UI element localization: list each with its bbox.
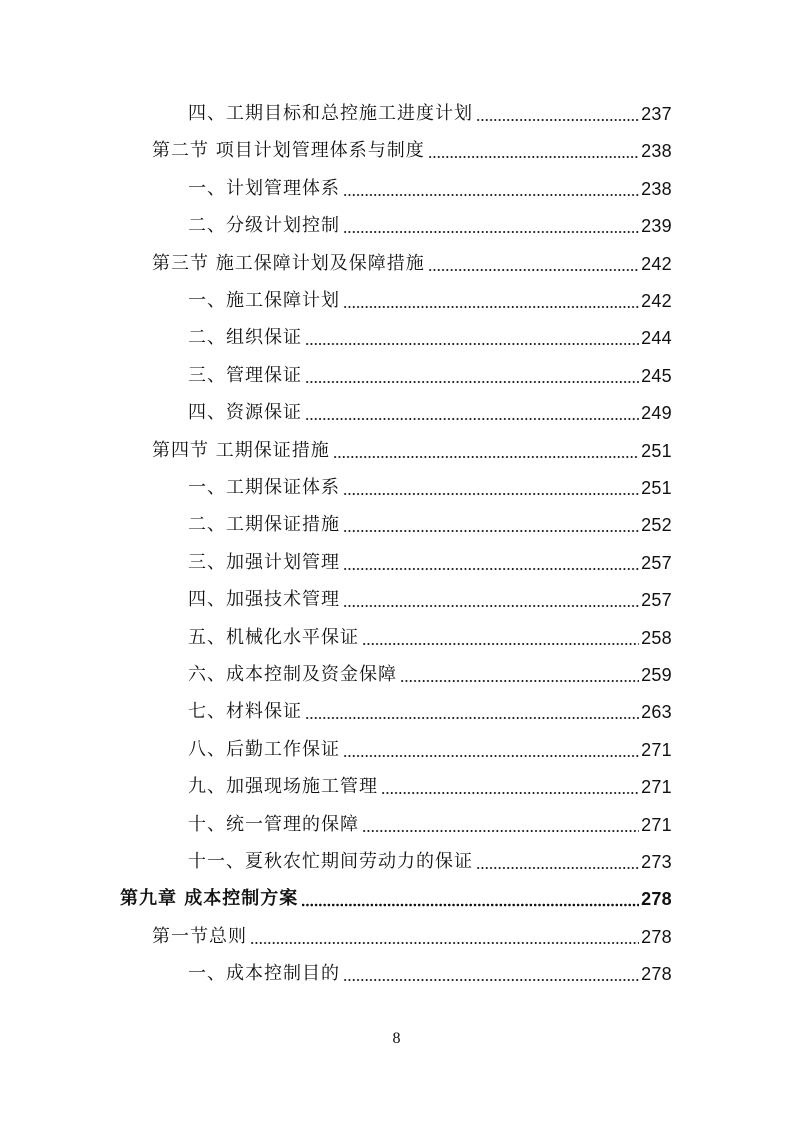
toc-entry-item[interactable]: [188, 212, 672, 240]
toc-entry-item[interactable]: [188, 324, 672, 352]
dot-leader: [428, 264, 639, 272]
toc-entry-page-number: 278: [641, 927, 672, 947]
toc-entry-page-number: 278: [641, 889, 672, 909]
toc-entry-page-number: 245: [641, 366, 672, 386]
toc-entry-title: 十一、夏秋农忙期间劳动力的保证: [188, 851, 473, 872]
dot-leader: [343, 600, 639, 608]
dot-leader: [343, 563, 639, 571]
toc-entry-page-number: 249: [641, 403, 672, 423]
dot-leader: [343, 974, 639, 982]
toc-entry-section[interactable]: [152, 250, 672, 278]
toc-entry-title: 五、机械化水平保证: [188, 627, 359, 648]
toc-entry-page-number: 258: [641, 628, 672, 648]
dot-leader: [333, 451, 639, 459]
page-number: 8: [392, 1030, 401, 1047]
toc-entry-item[interactable]: [188, 549, 672, 577]
toc-entry-page-number: 271: [641, 777, 672, 797]
toc-entry-page-number: 238: [641, 179, 672, 199]
toc-entry-page-number: 257: [641, 553, 672, 573]
toc-entry-title: 一、计划管理体系: [188, 178, 340, 199]
dot-leader: [343, 750, 639, 758]
dot-leader: [400, 675, 639, 683]
dot-leader: [362, 825, 639, 833]
toc-entry-page-number: 251: [641, 478, 672, 498]
dot-leader: [343, 189, 639, 197]
toc-entry-item[interactable]: [188, 586, 672, 614]
toc-entry-page-number: 259: [641, 665, 672, 685]
toc-entry-title: 第九章 成本控制方案: [120, 888, 299, 909]
toc-entry-section[interactable]: [152, 437, 672, 465]
toc-entry-page-number: 239: [641, 216, 672, 236]
toc-entry-title: 四、工期目标和总控施工进度计划: [188, 103, 473, 124]
dot-leader: [343, 525, 639, 533]
toc-entry-item[interactable]: [188, 698, 672, 726]
dot-leader: [305, 712, 639, 720]
toc-entry-title: 一、施工保障计划: [188, 290, 340, 311]
toc-entry-item[interactable]: [188, 811, 672, 839]
dot-leader: [381, 787, 639, 795]
toc-entry-title: 二、分级计划控制: [188, 215, 340, 236]
toc-entry-title: 三、管理保证: [188, 365, 302, 386]
dot-leader: [343, 301, 639, 309]
toc-entry-page-number: 251: [641, 441, 672, 461]
toc-entry-title: 第一节总则: [152, 926, 247, 947]
toc-entry-item[interactable]: [188, 100, 672, 128]
toc-entry-item[interactable]: [188, 362, 672, 390]
toc-entry-title: 一、工期保证体系: [188, 477, 340, 498]
dot-leader: [305, 338, 639, 346]
toc-entry-page-number: 271: [641, 815, 672, 835]
toc-entry-item[interactable]: [188, 511, 672, 539]
toc-entry-page-number: 242: [641, 291, 672, 311]
toc-entry-title: 三、加强计划管理: [188, 552, 340, 573]
toc-entry-item[interactable]: [188, 175, 672, 203]
toc-entry-title: 一、成本控制目的: [188, 963, 340, 984]
toc-entry-title: 二、组织保证: [188, 327, 302, 348]
dot-leader: [343, 226, 639, 234]
dot-leader: [362, 638, 639, 646]
toc-entry-item[interactable]: [188, 399, 672, 427]
toc-entry-item[interactable]: [188, 736, 672, 764]
toc-entry-page-number: 237: [641, 104, 672, 124]
toc-entry-page-number: 242: [641, 254, 672, 274]
toc-entry-title: 七、材料保证: [188, 701, 302, 722]
toc-entry-page-number: 252: [641, 515, 672, 535]
toc-entry-section[interactable]: [152, 137, 672, 165]
toc-entry-item[interactable]: [188, 661, 672, 689]
toc-entry-title: 四、加强技术管理: [188, 589, 340, 610]
dot-leader: [343, 488, 639, 496]
toc-entry-title: 第二节 项目计划管理体系与制度: [152, 140, 425, 161]
toc-entry-item[interactable]: [188, 287, 672, 315]
dot-leader: [250, 937, 639, 945]
toc-entry-section[interactable]: [152, 923, 672, 951]
dot-leader: [301, 899, 639, 907]
dot-leader: [428, 151, 639, 159]
toc-entry-page-number: 278: [641, 964, 672, 984]
toc-entry-page-number: 273: [641, 852, 672, 872]
toc-entry-page-number: 238: [641, 141, 672, 161]
toc-entry-item[interactable]: [188, 624, 672, 652]
toc-entry-title: 八、后勤工作保证: [188, 739, 340, 760]
toc-entry-title: 九、加强现场施工管理: [188, 776, 378, 797]
toc-entry-title: 六、成本控制及资金保障: [188, 664, 397, 685]
toc-entry-item[interactable]: [188, 960, 672, 988]
toc-entry-chapter[interactable]: [120, 885, 672, 913]
toc-entry-item[interactable]: [188, 773, 672, 801]
toc-entry-title: 二、工期保证措施: [188, 514, 340, 535]
toc-entry-title: 第三节 施工保障计划及保障措施: [152, 253, 425, 274]
dot-leader: [305, 413, 639, 421]
toc-entry-page-number: 271: [641, 740, 672, 760]
toc-entry-title: 第四节 工期保证措施: [152, 440, 330, 461]
toc-entry-page-number: 244: [641, 328, 672, 348]
toc-entry-item[interactable]: [188, 474, 672, 502]
dot-leader: [305, 376, 639, 384]
toc-entry-page-number: 257: [641, 590, 672, 610]
dot-leader: [476, 862, 639, 870]
toc-entry-item[interactable]: [188, 848, 672, 876]
toc-entry-title: 四、资源保证: [188, 402, 302, 423]
dot-leader: [476, 114, 639, 122]
toc-entry-title: 十、统一管理的保障: [188, 814, 359, 835]
toc-entry-page-number: 263: [641, 702, 672, 722]
